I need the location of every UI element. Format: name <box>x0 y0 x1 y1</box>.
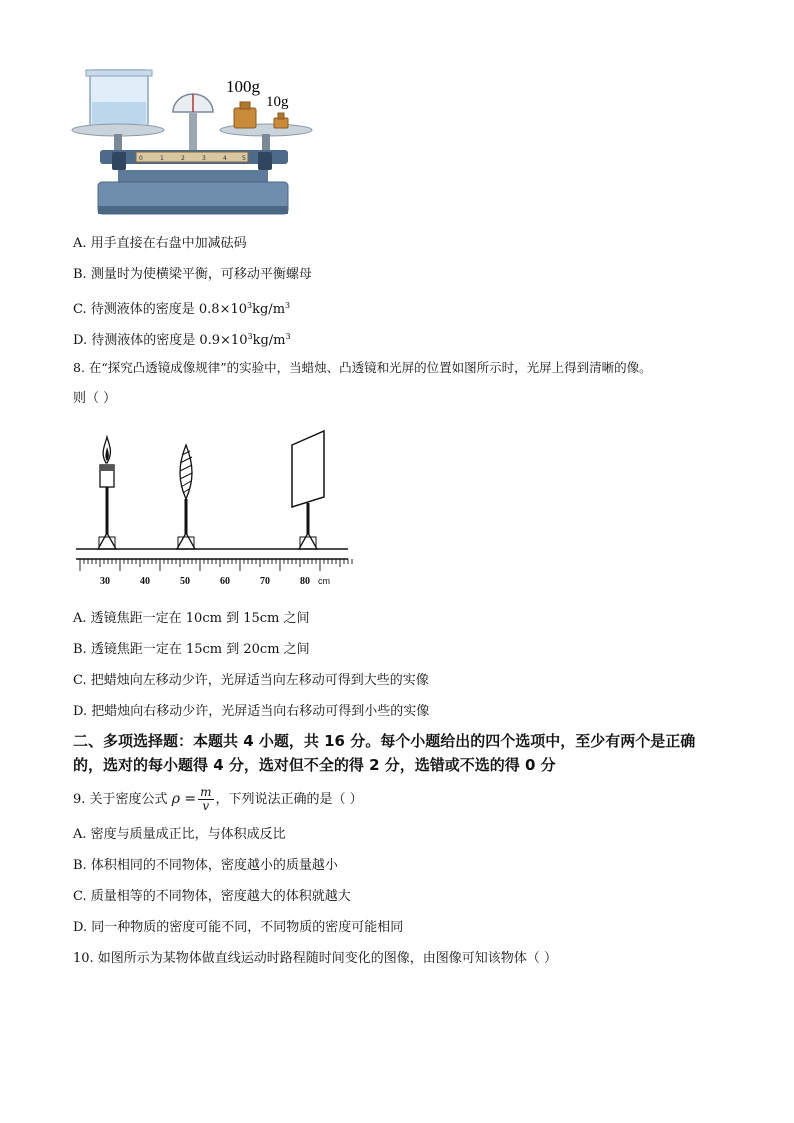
weight-100g-icon <box>234 102 256 128</box>
optical-bench-figure <box>72 425 354 591</box>
q8-option-c: C. 把蜡烛向左移动少许，光屏适当向左移动可得到大些的实像 <box>73 673 429 688</box>
light-screen-icon <box>292 431 324 535</box>
axis-label-50: 50 <box>180 576 190 587</box>
density-formula-fraction: $\frac{m}{v}$ <box>200 785 212 813</box>
q8-option-a: A. 透镜焦距一定在 10cm 到 15cm 之间 <box>73 611 310 626</box>
axis-label-40: 40 <box>140 576 150 587</box>
q10-stem: 10. 如图所示为某物体做直线运动时路程随时间变化的图像，由图像可知该物体（ ） <box>73 951 557 966</box>
axis-unit: cm <box>318 576 330 586</box>
q8-option-b: B. 透镜焦距一定在 15cm 到 20cm 之间 <box>73 642 310 657</box>
candle-icon <box>100 437 114 535</box>
q9-option-a: A. 密度与质量成正比，与体积成反比 <box>73 827 286 842</box>
q9-option-d: D. 同一种物质的密度可能不同，不同物质的密度可能相同 <box>73 920 404 935</box>
density-formula-lhs: ρ = <box>171 791 197 807</box>
axis-label-70: 70 <box>260 576 270 587</box>
weight-small-label: 10g <box>266 94 289 110</box>
svg-text:5: 5 <box>242 155 246 162</box>
weight-large-label: 100g <box>226 77 260 96</box>
q7-option-a: A. 用手直接在右盘中加减砝码 <box>73 236 247 251</box>
convex-lens-icon <box>180 445 192 535</box>
svg-text:0: 0 <box>139 155 143 162</box>
weight-10g-icon <box>274 113 288 128</box>
section2-heading-line2: 的，选对的每小题得 4 分，选对但不全的得 2 分，选错或不选的得 0 分 <box>73 756 556 774</box>
svg-text:2: 2 <box>181 155 185 162</box>
q7-option-b: B. 测量时为使横梁平衡，可移动平衡螺母 <box>73 267 312 282</box>
q8-stem-line2: 则（ ） <box>73 391 117 406</box>
balance-figure <box>70 66 315 218</box>
svg-text:4: 4 <box>223 155 227 162</box>
q8-stem-line1: 8. 在“探究凸透镜成像规律”的实验中，当蜡烛、凸透镜和光屏的位置如图所示时，光屏上得到清晰的像。 <box>73 360 652 375</box>
q7-option-d: D. 待测液体的密度是 $0.9\times 10^3kg/m^3$ <box>73 332 291 348</box>
axis-label-80: 80 <box>300 576 310 587</box>
svg-text:3: 3 <box>202 155 206 162</box>
q7-option-c: C. 待测液体的密度是 $0.8\times 10^3kg/m^3$ <box>73 301 291 317</box>
q9-stem: 9. 关于密度公式 ρ = $\frac{m}{v}$ ，下列说法正确的是（ ） <box>73 785 363 813</box>
beaker-icon <box>86 70 152 126</box>
q9-option-b: B. 体积相同的不同物体，密度越小的质量越小 <box>73 858 338 873</box>
dial-icon <box>173 94 213 156</box>
section2-heading-line1: 二、多项选择题：本题共 4 小题，共 16 分。每个小题给出的四个选项中，至少有两个是正确 <box>73 732 696 750</box>
q9-option-c: C. 质量相等的不同物体，密度越大的体积就越大 <box>73 889 351 904</box>
axis-label-30: 30 <box>100 576 110 587</box>
q8-option-d: D. 把蜡烛向右移动少许，光屏适当向右移动可得到小些的实像 <box>73 704 430 719</box>
bench-ruler <box>80 559 352 571</box>
axis-label-60: 60 <box>220 576 230 587</box>
svg-text:1: 1 <box>160 155 164 162</box>
